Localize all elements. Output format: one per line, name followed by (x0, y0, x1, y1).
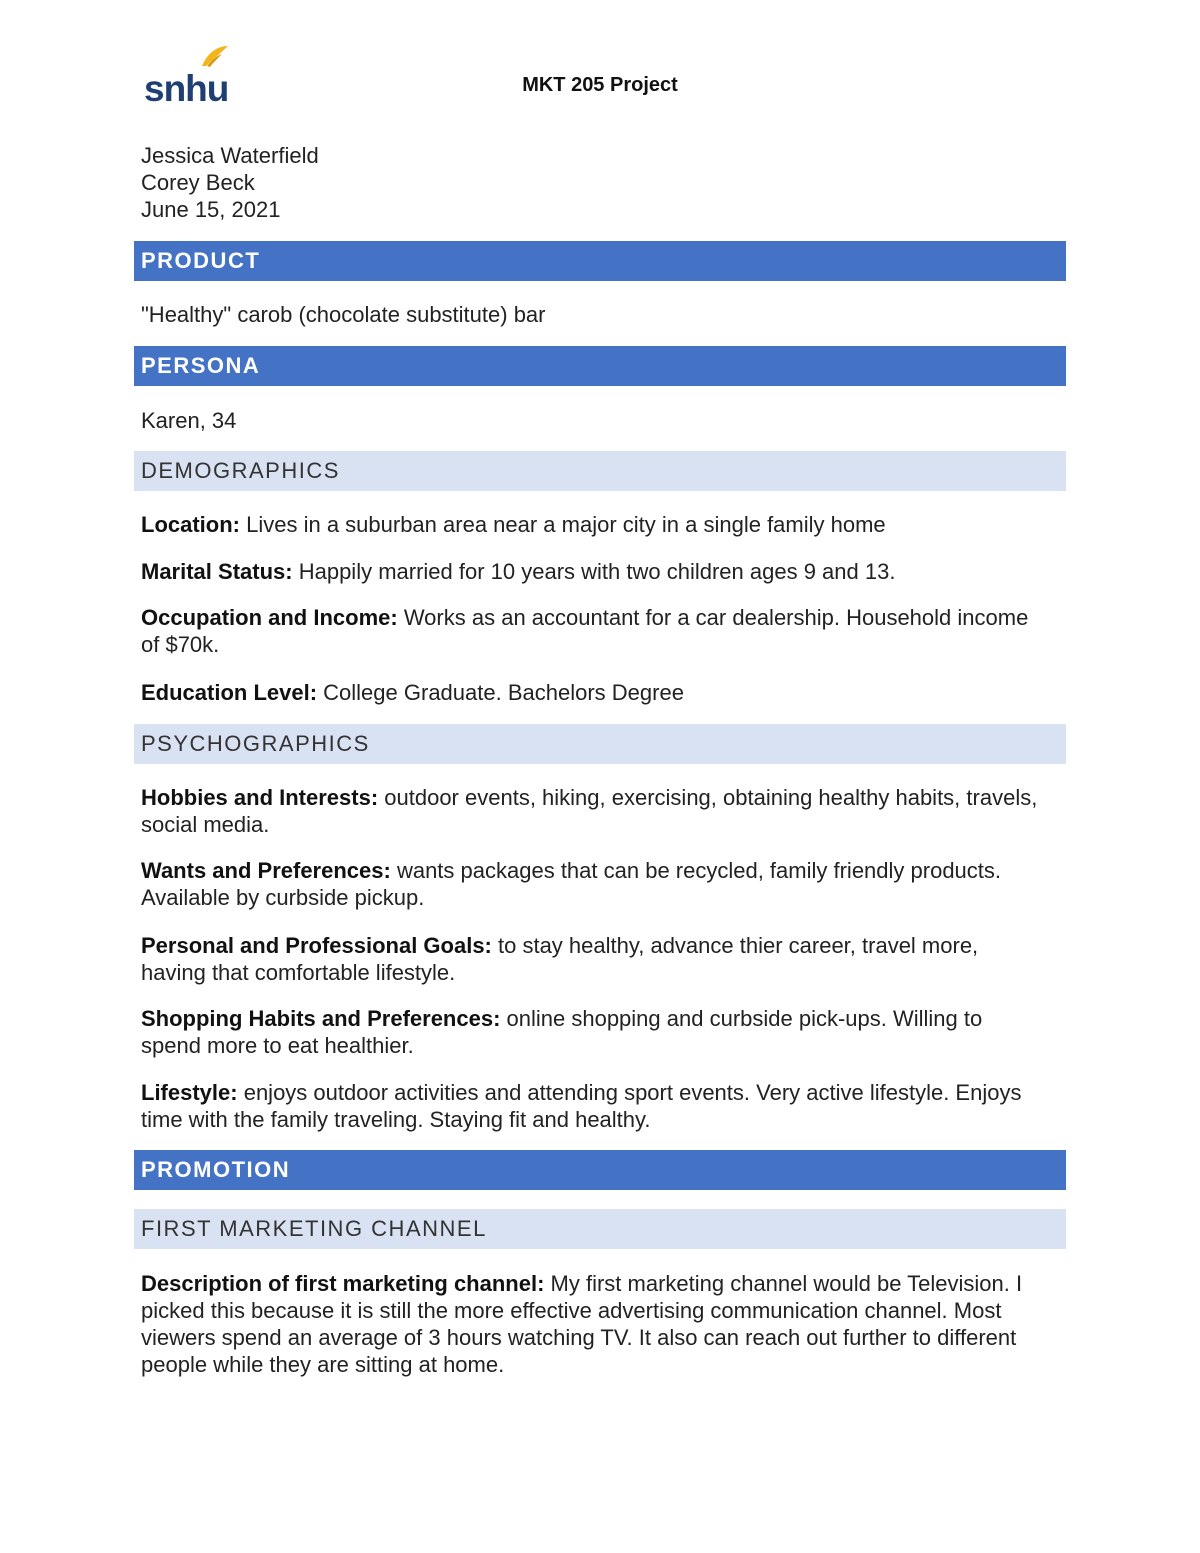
channel-description (141, 1270, 1046, 1378)
section-heading-persona: PERSONA (134, 346, 1066, 386)
svg-text:snhu: snhu (144, 68, 229, 106)
author-name: Jessica Waterfield (141, 143, 319, 168)
item-value: Works as an accountant for a car dealership. Household income of $70k. (141, 605, 1029, 657)
demographic-item (141, 604, 1046, 658)
author-name: Corey Beck (141, 170, 255, 195)
section-heading-promotion: PROMOTION (134, 1150, 1066, 1190)
item-value: wants packages that can be recycled, family friendly products. Available by curbside pickup. (141, 858, 1002, 910)
item-label: Wants and Preferences: (141, 858, 391, 883)
item-label: Occupation and Income: (141, 605, 398, 630)
item-value: online shopping and curbside pick-ups. Willing to spend more to eat healthier. (141, 1006, 983, 1058)
item-label: Hobbies and Interests: (141, 785, 379, 810)
document-title: MKT 205 Project (522, 74, 678, 96)
psychographic-item (141, 932, 1046, 986)
document-date: June 15, 2021 (141, 197, 281, 222)
psychographic-item (141, 784, 1046, 838)
psychographic-item (141, 1079, 1046, 1133)
product-description: "Healthy" carob (chocolate substitute) bar (141, 302, 546, 327)
item-label: Education Level: (141, 680, 318, 705)
item-value: enjoys outdoor activities and attending sport events. Very active lifestyle. Enjoys time with the family traveling. Staying fit and healthy. (141, 1080, 1022, 1132)
item-value: College Graduate. Bachelors Degree (317, 680, 684, 705)
item-value: to stay healthy, advance thier career, travel more, having that comfortable lifestyle. (141, 933, 979, 985)
item-label: Shopping Habits and Preferences: (141, 1006, 501, 1031)
item-label: Location: (141, 512, 240, 537)
section-heading-product: PRODUCT (134, 241, 1066, 281)
author-block (141, 142, 319, 223)
item-label: Lifestyle: (141, 1080, 238, 1105)
item-value: Lives in a suburban area near a major city in a single family home (240, 512, 886, 537)
item-label: Personal and Professional Goals: (141, 933, 492, 958)
subsection-heading-first-channel: FIRST MARKETING CHANNEL (134, 1209, 1066, 1249)
persona-summary: Karen, 34 (141, 408, 237, 433)
item-value: My first marketing channel would be Television. I picked this because it is still the more effective advertising communication channel. Most viewers spend an average of 3 hours watching TV. It also can reach out further to different people while they are sitting at home. (141, 1271, 1023, 1377)
leaf-icon (202, 46, 228, 66)
item-value: outdoor events, hiking, exercising, obtaining healthy habits, travels, social media. (141, 785, 1038, 837)
subsection-heading-psychographics: PSYCHOGRAPHICS (134, 724, 1066, 764)
psychographic-item (141, 1005, 1046, 1059)
item-label: Description of first marketing channel: (141, 1271, 545, 1296)
item-value: Happily married for 10 years with two children ages 9 and 13. (292, 559, 896, 584)
demographic-item (141, 679, 1046, 706)
demographic-item (141, 558, 1046, 585)
demographic-item (141, 511, 1046, 538)
subsection-heading-demographics: DEMOGRAPHICS (134, 451, 1066, 491)
psychographic-item (141, 857, 1046, 911)
item-label: Marital Status: (141, 559, 293, 584)
